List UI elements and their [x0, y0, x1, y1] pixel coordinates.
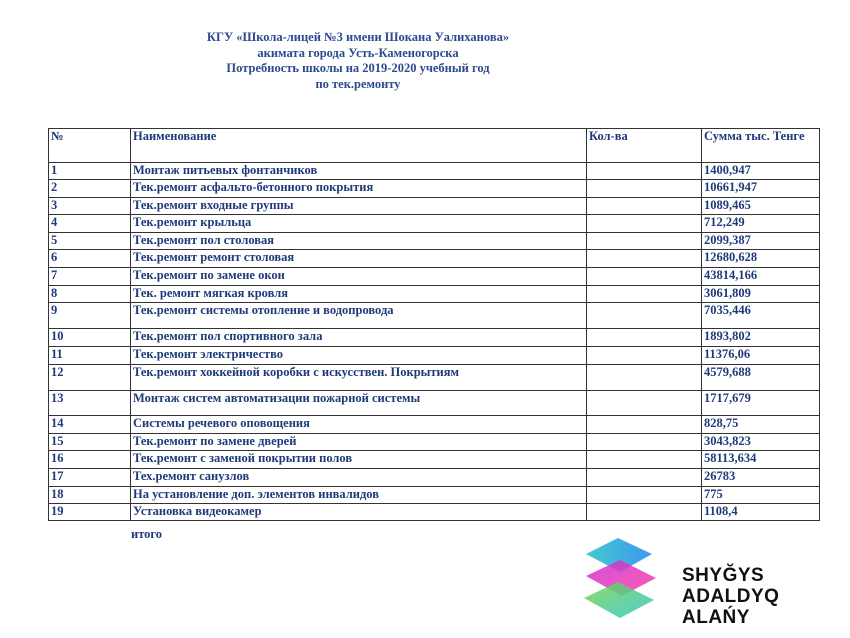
row-qty: [587, 451, 702, 469]
table-row: [49, 286, 820, 303]
row-name: Тек. ремонт мягкая кровля: [131, 286, 587, 303]
table-row: [49, 329, 820, 347]
header-line-4: по тек.ремонту: [315, 76, 401, 91]
row-sum: 43814,166: [702, 268, 820, 286]
row-num: 10: [49, 329, 131, 347]
row-qty: [587, 286, 702, 303]
row-sum: 1108,4: [702, 504, 820, 521]
row-name: Тек.ремонт пол столовая: [131, 233, 587, 250]
table-row: [49, 504, 820, 521]
row-num: 17: [49, 469, 131, 487]
row-sum: 3043,823: [702, 434, 820, 451]
row-qty: [587, 303, 702, 329]
row-num: 19: [49, 504, 131, 521]
row-num: 14: [49, 416, 131, 434]
row-qty: [587, 163, 702, 180]
header-sum: Сумма тыс. Тенге: [702, 129, 820, 163]
row-num: 8: [49, 286, 131, 303]
row-num: 7: [49, 268, 131, 286]
row-name: Установка видеокамер: [131, 504, 587, 521]
table-row: [49, 163, 820, 180]
row-qty: [587, 233, 702, 250]
table-row: [49, 391, 820, 416]
row-name: Тек.ремонт асфальто-бетонного покрытия: [131, 180, 587, 198]
row-sum: 12680,628: [702, 250, 820, 268]
table-row: [49, 416, 820, 434]
row-name: Тек.ремонт хоккейной коробки с искусствен. Покрытиям: [131, 365, 587, 391]
row-qty: [587, 329, 702, 347]
row-qty: [587, 365, 702, 391]
row-sum: 1893,802: [702, 329, 820, 347]
row-sum: 712,249: [702, 215, 820, 233]
row-qty: [587, 504, 702, 521]
row-name: Монтаж систем автоматизации пожарной системы: [131, 391, 587, 416]
row-sum: 3061,809: [702, 286, 820, 303]
row-num: 1: [49, 163, 131, 180]
logo-text-line-2: ADALDYQ ALAŃY: [682, 586, 780, 628]
table-row: [49, 434, 820, 451]
row-sum: 58113,634: [702, 451, 820, 469]
row-num: 18: [49, 487, 131, 504]
row-qty: [587, 215, 702, 233]
row-name: Тек.ремонт с заменой покрытии полов: [131, 451, 587, 469]
row-sum: 7035,446: [702, 303, 820, 329]
row-sum: 828,75: [702, 416, 820, 434]
logo: [566, 522, 850, 638]
row-name: Тек.ремонт по замене окон: [131, 268, 587, 286]
row-sum: 1717,679: [702, 391, 820, 416]
row-name: Системы речевого оповощения: [131, 416, 587, 434]
row-num: 6: [49, 250, 131, 268]
table-row: [49, 215, 820, 233]
table-row: [49, 198, 820, 215]
row-sum: 1089,465: [702, 198, 820, 215]
header-line-3: Потребность школы на 2019-2020 учебный год: [226, 61, 490, 75]
row-num: 15: [49, 434, 131, 451]
table-row: [49, 233, 820, 250]
row-num: 16: [49, 451, 131, 469]
row-qty: [587, 347, 702, 365]
row-name: На установление доп. элементов инвалидов: [131, 487, 587, 504]
row-name: Тек.ремонт крыльца: [131, 215, 587, 233]
table-row: [49, 469, 820, 487]
row-name: Монтаж питьевых фонтанчиков: [131, 163, 587, 180]
row-num: 13: [49, 391, 131, 416]
row-qty: [587, 434, 702, 451]
header-line-2: акимата города Усть-Каменогорска: [257, 45, 459, 60]
row-sum: 26783: [702, 469, 820, 487]
table-row: [49, 180, 820, 198]
row-num: 4: [49, 215, 131, 233]
row-num: 9: [49, 303, 131, 329]
table-row: [49, 451, 820, 469]
row-sum: 10661,947: [702, 180, 820, 198]
table-row: [49, 365, 820, 391]
row-name: Тек.ремонт ремонт столовая: [131, 250, 587, 268]
row-num: 12: [49, 365, 131, 391]
row-name: Тек.ремонт электричество: [131, 347, 587, 365]
row-name: Тек.ремонт пол спортивного зала: [131, 329, 587, 347]
row-qty: [587, 198, 702, 215]
logo-text-line-1: SHYĞYS: [682, 565, 765, 586]
row-name: Тек.ремонт входные группы: [131, 198, 587, 215]
row-qty: [587, 250, 702, 268]
row-sum: 4579,688: [702, 365, 820, 391]
row-sum: 775: [702, 487, 820, 504]
row-qty: [587, 391, 702, 416]
row-name: Тех.ремонт санузлов: [131, 469, 587, 487]
row-qty: [587, 180, 702, 198]
row-sum: 1400,947: [702, 163, 820, 180]
row-sum: 11376,06: [702, 347, 820, 365]
header-name: Наименование: [131, 129, 587, 163]
table-row: [49, 347, 820, 365]
table-row: [49, 303, 820, 329]
header-num: №: [49, 129, 131, 163]
row-name: Тек.ремонт по замене дверей: [131, 434, 587, 451]
document-header: [0, 30, 716, 92]
row-sum: 2099,387: [702, 233, 820, 250]
logo-mark-icon: [576, 532, 676, 628]
row-qty: [587, 469, 702, 487]
header-line-1: КГУ «Школа-лицей №3 имени Шокана Уалиханова»: [206, 30, 510, 44]
row-num: 11: [49, 347, 131, 365]
table-header-row: [49, 129, 820, 163]
row-name: Тек.ремонт системы отопление и водопровода: [131, 303, 587, 329]
row-qty: [587, 487, 702, 504]
table-row: [49, 250, 820, 268]
row-qty: [587, 268, 702, 286]
table-row: [49, 268, 820, 286]
row-num: 5: [49, 233, 131, 250]
row-num: 3: [49, 198, 131, 215]
row-num: 2: [49, 180, 131, 198]
header-qty: Кол-ва: [587, 129, 702, 163]
total-label: итого: [131, 527, 163, 541]
table-row: [49, 487, 820, 504]
needs-table: [48, 128, 820, 521]
row-qty: [587, 416, 702, 434]
